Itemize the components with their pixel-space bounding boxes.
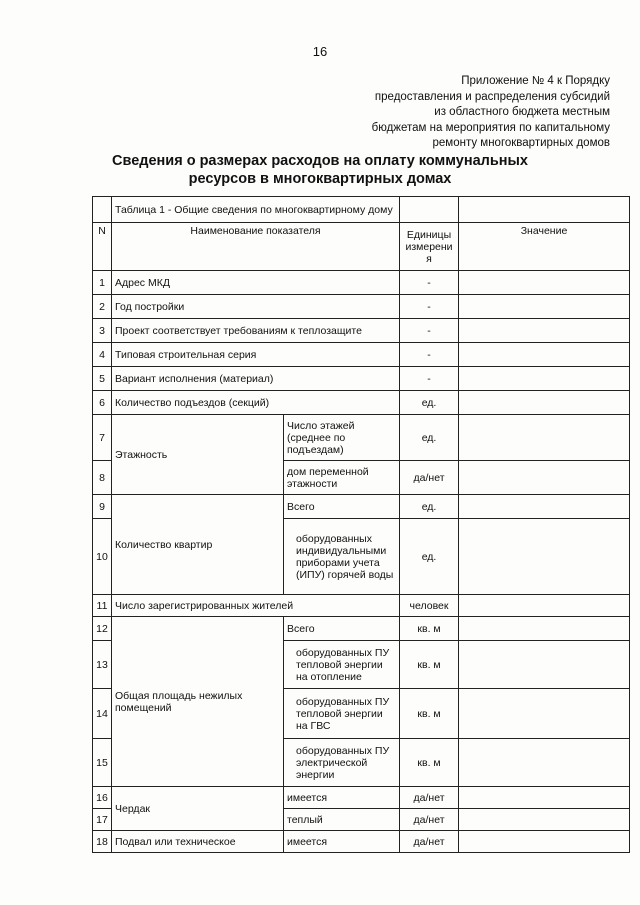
- row-subname: дом переменной этажности: [284, 461, 400, 495]
- row-number: 9: [93, 495, 112, 519]
- row-subname: имеется: [284, 831, 400, 853]
- row-number: 5: [93, 367, 112, 391]
- group-name-area: Общая площадь нежилых помещений: [112, 617, 284, 787]
- table-caption: Таблица 1 - Общие сведения по многоквартирному дому: [112, 197, 400, 223]
- value-cell: [459, 519, 630, 595]
- row-unit: кв. м: [400, 739, 459, 787]
- row-unit: -: [400, 271, 459, 295]
- row-unit: кв. м: [400, 617, 459, 641]
- appendix-line: ремонту многоквартирных домов: [432, 137, 610, 149]
- group-name-attic: Чердак: [112, 787, 284, 831]
- table-row: [93, 271, 630, 295]
- row-number: 3: [93, 319, 112, 343]
- empty-cell: [400, 197, 459, 223]
- value-cell: [459, 495, 630, 519]
- row-subname: Всего: [284, 495, 400, 519]
- page-number: 16: [312, 44, 328, 59]
- row-unit: да/нет: [400, 787, 459, 809]
- row-number: 1: [93, 271, 112, 295]
- value-cell: [459, 739, 630, 787]
- group-name-apartments: Количество квартир: [112, 495, 284, 595]
- row-unit: кв. м: [400, 641, 459, 689]
- value-cell: [459, 271, 630, 295]
- row-name: Типовая строительная серия: [112, 343, 400, 367]
- row-unit: да/нет: [400, 461, 459, 495]
- table-caption-row: [93, 197, 630, 223]
- row-number: 7: [93, 415, 112, 461]
- document-title: [0, 152, 640, 188]
- table-row: [93, 415, 630, 461]
- table-header-row: [93, 223, 630, 271]
- row-name: Подвал или техническое: [112, 831, 284, 853]
- row-number: 14: [93, 689, 112, 739]
- row-number: 8: [93, 461, 112, 495]
- row-name: Вариант исполнения (материал): [112, 367, 400, 391]
- row-unit: ед.: [400, 391, 459, 415]
- row-subname: Число этажей (среднее по подъездам): [284, 415, 400, 461]
- row-name: Число зарегистрированных жителей: [112, 595, 400, 617]
- value-cell: [459, 809, 630, 831]
- row-subname: теплый: [284, 809, 400, 831]
- row-number: 16: [93, 787, 112, 809]
- row-subname: Всего: [284, 617, 400, 641]
- table-row: [93, 391, 630, 415]
- appendix-note: [310, 74, 610, 152]
- row-unit: -: [400, 319, 459, 343]
- header-number: N: [93, 223, 112, 271]
- empty-cell: [93, 197, 112, 223]
- row-name: Год постройки: [112, 295, 400, 319]
- row-unit: ед.: [400, 415, 459, 461]
- group-name-floors: Этажность: [112, 415, 284, 495]
- value-cell: [459, 295, 630, 319]
- row-unit: ед.: [400, 495, 459, 519]
- row-name: Проект соответствует требованиям к теплозащите: [112, 319, 400, 343]
- header-value: Значение: [459, 223, 630, 271]
- row-number: 6: [93, 391, 112, 415]
- value-cell: [459, 415, 630, 461]
- row-unit: ед.: [400, 519, 459, 595]
- row-name: Адрес МКД: [112, 271, 400, 295]
- row-subname: имеется: [284, 787, 400, 809]
- row-unit: -: [400, 295, 459, 319]
- row-number: 2: [93, 295, 112, 319]
- table-row: [93, 787, 630, 809]
- value-cell: [459, 343, 630, 367]
- row-subname: оборудованных ПУ электрической энергии: [284, 739, 400, 787]
- value-cell: [459, 197, 630, 223]
- row-subname: оборудованных индивидуальными приборами учета (ИПУ) горячей воды: [284, 519, 400, 595]
- row-unit: -: [400, 343, 459, 367]
- row-name: Количество подъездов (секций): [112, 391, 400, 415]
- row-subname: оборудованных ПУ тепловой энергии на ГВС: [284, 689, 400, 739]
- header-unit: Единицы измерени я: [400, 223, 459, 271]
- appendix-line: бюджетам на мероприятия по капитальному: [371, 121, 610, 134]
- appendix-line: предоставления и распределения субсидий: [374, 90, 610, 103]
- table-row: [93, 831, 630, 853]
- value-cell: [459, 689, 630, 739]
- value-cell: [459, 595, 630, 617]
- value-cell: [459, 319, 630, 343]
- row-number: 15: [93, 739, 112, 787]
- row-number: 11: [93, 595, 112, 617]
- value-cell: [459, 367, 630, 391]
- header-name: Наименование показателя: [112, 223, 400, 271]
- table-row: [93, 295, 630, 319]
- table-row: [93, 367, 630, 391]
- title-line: ресурсов в многоквартирных домах: [188, 171, 452, 187]
- building-info-table: [92, 196, 630, 853]
- value-cell: [459, 391, 630, 415]
- title-line: Сведения о размерах расходов на оплату коммунальных: [112, 153, 528, 169]
- row-unit: да/нет: [400, 809, 459, 831]
- row-number: 17: [93, 809, 112, 831]
- row-number: 10: [93, 519, 112, 595]
- value-cell: [459, 831, 630, 853]
- table-row: [93, 495, 630, 519]
- row-unit: -: [400, 367, 459, 391]
- row-number: 4: [93, 343, 112, 367]
- row-unit: человек: [400, 595, 459, 617]
- row-number: 12: [93, 617, 112, 641]
- appendix-line: из областного бюджета местным: [434, 106, 610, 118]
- value-cell: [459, 461, 630, 495]
- table-row: [93, 319, 630, 343]
- value-cell: [459, 641, 630, 689]
- row-subname: оборудованных ПУ тепловой энергии на отопление: [284, 641, 400, 689]
- value-cell: [459, 617, 630, 641]
- table-row: [93, 617, 630, 641]
- row-unit: да/нет: [400, 831, 459, 853]
- row-number: 18: [93, 831, 112, 853]
- row-number: 13: [93, 641, 112, 689]
- row-unit: кв. м: [400, 689, 459, 739]
- table-row: [93, 595, 630, 617]
- appendix-line: Приложение № 4 к Порядку: [461, 75, 610, 87]
- table-row: [93, 343, 630, 367]
- value-cell: [459, 787, 630, 809]
